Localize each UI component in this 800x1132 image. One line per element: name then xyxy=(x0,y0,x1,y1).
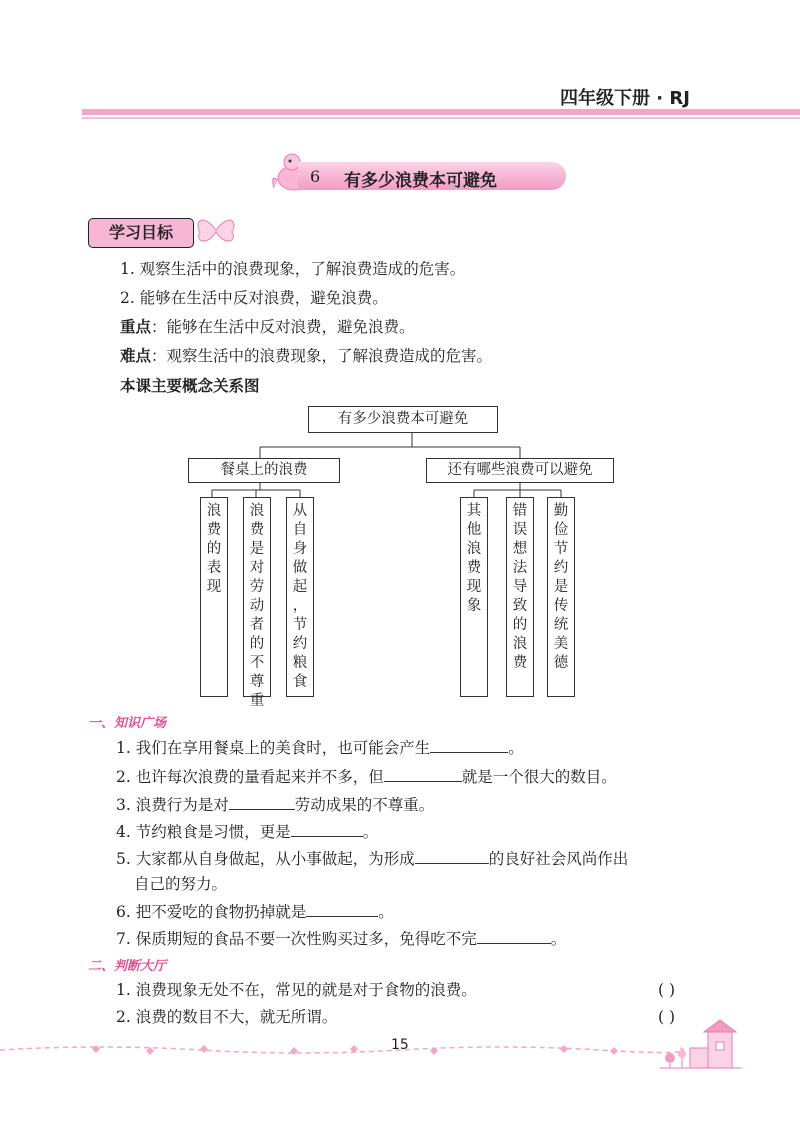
q-text: 。 xyxy=(378,903,394,921)
difficult-label: 难点 xyxy=(120,347,152,365)
answer-blank[interactable] xyxy=(229,795,295,810)
question-5-cont: 自己的努力。 xyxy=(134,875,228,893)
q-text: 2. 也许每次浪费的量看起来并不多，但 xyxy=(116,768,384,786)
map-leaf: 浪 费 的 表 现 xyxy=(200,497,228,697)
castle-icon xyxy=(656,1018,746,1072)
grade-label: 四年级下册 · RJ xyxy=(560,88,690,109)
q-text: 。 xyxy=(362,823,379,841)
page-number: 15 xyxy=(391,1037,409,1053)
lesson-title: 有多少浪费本可避免 xyxy=(344,171,497,191)
question-6 xyxy=(116,902,394,922)
goals-heading: 学习目标 xyxy=(88,218,194,248)
map-leaf: 勤 俭 节 约 是 传 统 美 德 xyxy=(547,497,575,697)
section1-heading: 一、知识广场 xyxy=(88,716,167,731)
q-text: 1. 我们在享用餐桌上的美食时，也可能会产生 xyxy=(116,739,431,757)
judge-1: 1. 浪费现象无处不在，常见的就是对于食物的浪费。 xyxy=(116,981,477,999)
judge-2: 2. 浪费的数目不大，就无所谓。 xyxy=(116,1008,338,1026)
judge-2-answer[interactable]: ( ) xyxy=(658,1008,676,1026)
q-text: 劳动成果的不尊重。 xyxy=(294,796,435,814)
question-4 xyxy=(116,822,378,842)
map-leaf: 其 他 浪 费 现 象 xyxy=(460,497,488,697)
question-5 xyxy=(116,849,628,869)
q-text: 就是一个很大的数目。 xyxy=(461,768,617,786)
answer-blank[interactable] xyxy=(430,738,508,753)
q-text: 7. 保质期短的食品不要一次性购买过多，免得吃不完 xyxy=(116,930,477,948)
question-1 xyxy=(116,738,524,758)
answer-blank[interactable] xyxy=(306,902,378,917)
judge-1-answer[interactable]: ( ) xyxy=(658,981,676,999)
map-leaf: 错 误 想 法 导 致 的 浪 费 xyxy=(506,497,534,697)
map-leaf: 从 自 身 做 起 ， 节 约 粮 食 xyxy=(286,497,314,697)
map-root: 有多少浪费本可避免 xyxy=(308,406,498,433)
q-text: 的良好社会风尚作出 xyxy=(488,850,629,868)
difficult-text: ：观察生活中的浪费现象，了解浪费造成的危害。 xyxy=(151,347,493,365)
question-2 xyxy=(116,767,617,787)
question-3 xyxy=(116,795,434,815)
key-label: 重点 xyxy=(120,318,152,336)
map-heading: 本课主要概念关系图 xyxy=(120,377,260,395)
answer-blank[interactable] xyxy=(291,822,363,837)
map-right-node: 还有哪些浪费可以避免 xyxy=(426,458,614,483)
lesson-number: 6 xyxy=(310,167,321,186)
q-text: 5. 大家都从自身做起，从小事做起，为形成 xyxy=(116,850,415,868)
q-text: 3. 浪费行为是对 xyxy=(116,796,229,814)
map-left-node: 餐桌上的浪费 xyxy=(188,458,340,483)
answer-blank[interactable] xyxy=(384,767,462,782)
goal-2: 2. 能够在生活中反对浪费，避免浪费。 xyxy=(120,289,388,307)
q-text: 4. 节约粮食是习惯，更是 xyxy=(116,823,291,841)
goal-1: 1. 观察生活中的浪费现象，了解浪费造成的危害。 xyxy=(120,260,466,278)
section2-heading: 二、判断大厅 xyxy=(88,959,167,974)
answer-blank[interactable] xyxy=(477,929,551,944)
q-text: 。 xyxy=(508,739,524,757)
answer-blank[interactable] xyxy=(415,849,489,864)
question-7 xyxy=(116,929,566,949)
q-text: 6. 把不爱吃的食物扔掉就是 xyxy=(116,903,307,921)
q-text: 。 xyxy=(550,930,567,948)
map-leaf: 浪 费 是 对 劳 动 者 的 不 尊 重 xyxy=(243,497,271,697)
key-text: ：能够在生活中反对浪费，避免浪费。 xyxy=(151,318,415,336)
